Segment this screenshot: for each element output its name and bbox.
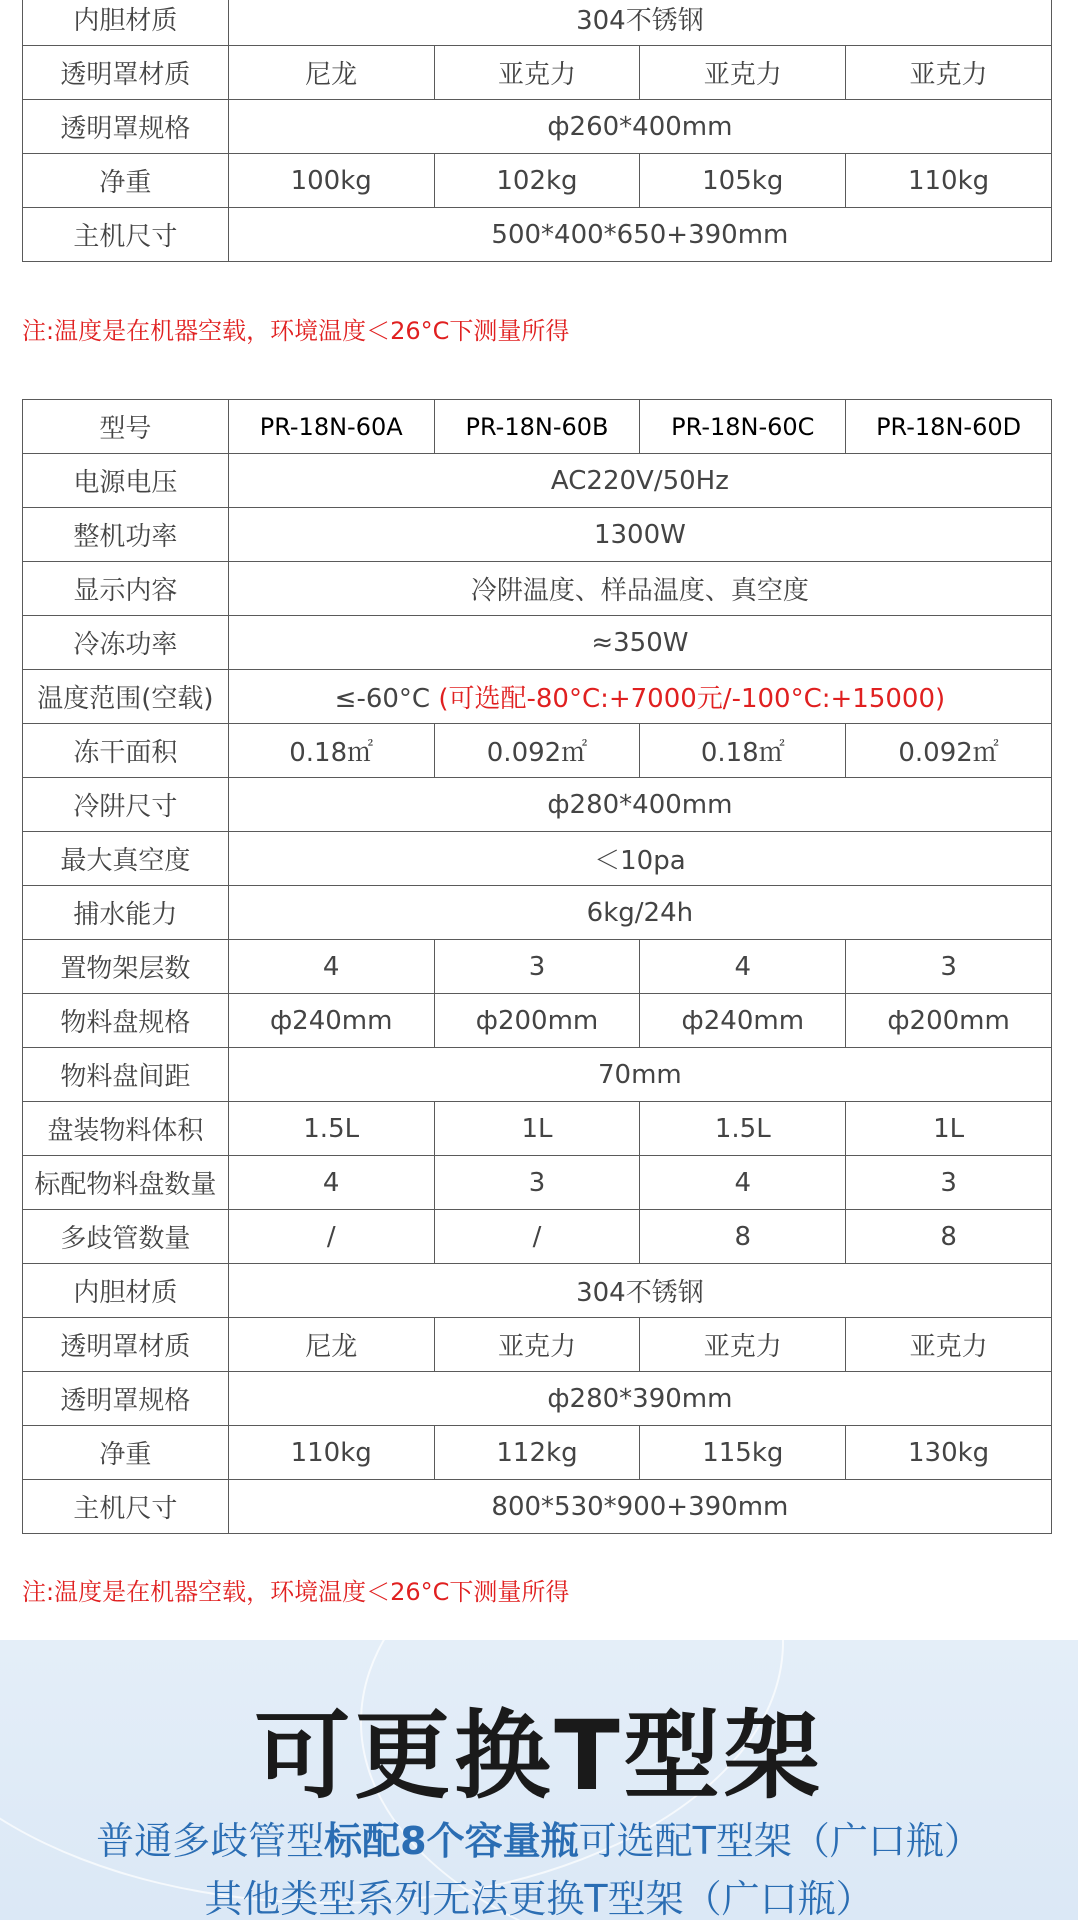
value-cell: 3 — [434, 940, 640, 994]
value-cell: 130kg — [846, 1426, 1052, 1480]
row-label: 冷阱尺寸 — [23, 778, 229, 832]
row-label: 标配物料盘数量 — [23, 1156, 229, 1210]
value-cell: 110kg — [228, 1426, 434, 1480]
value-cell: 102kg — [434, 154, 640, 208]
value-cell: ф200mm — [846, 994, 1052, 1048]
table-row — [23, 670, 1052, 724]
table-row — [23, 994, 1052, 1048]
merged-value: 冷阱温度、样品温度、真空度 — [470, 576, 809, 606]
table-row — [23, 778, 1052, 832]
value-cell: 8 — [640, 1210, 846, 1264]
row-label: 盘装物料体积 — [23, 1102, 229, 1156]
spec-table-upper — [22, 0, 1052, 262]
table-row — [23, 886, 1052, 940]
row-label: 最大真空度 — [23, 832, 229, 886]
value-cell: ф240mm — [228, 994, 434, 1048]
row-label: 冷冻功率 — [23, 616, 229, 670]
merged-cell — [228, 832, 1051, 886]
merged-cell — [228, 616, 1051, 670]
merged-value: ≤-60°C — [334, 684, 431, 714]
merged-cell — [228, 886, 1051, 940]
option-note: (可选配-80°C:+7000元/-100°C:+15000) — [438, 684, 946, 714]
merged-cell — [228, 0, 1051, 46]
value-cell: 115kg — [640, 1426, 846, 1480]
value-cell: 1L — [434, 1102, 640, 1156]
merged-cell — [228, 562, 1051, 616]
value-cell: 0.092㎡ — [846, 724, 1052, 778]
row-label: 冻干面积 — [23, 724, 229, 778]
merged-value: 304不锈钢 — [576, 6, 704, 36]
value-cell: 112kg — [434, 1426, 640, 1480]
row-label: 透明罩材质 — [23, 46, 229, 100]
temperature-note-upper: 注:温度是在机器空载，环境温度＜26°C下测量所得 — [22, 317, 570, 345]
merged-cell — [228, 1264, 1051, 1318]
value-cell: 尼龙 — [228, 46, 434, 100]
merged-value: ф260*400mm — [547, 111, 733, 142]
model-b: PR-18N-60B — [434, 400, 640, 454]
row-label: 显示内容 — [23, 562, 229, 616]
table-row — [23, 940, 1052, 994]
table-header-row — [23, 400, 1052, 454]
value-cell: 3 — [846, 940, 1052, 994]
merged-cell — [228, 670, 1051, 724]
value-cell: 3 — [434, 1156, 640, 1210]
merged-value: 1300W — [593, 519, 686, 550]
t-rack-banner — [0, 1640, 1078, 1920]
table-row — [23, 1102, 1052, 1156]
table-row — [23, 1048, 1052, 1102]
merged-cell — [228, 508, 1051, 562]
merged-value: 6kg/24h — [586, 897, 694, 928]
row-label: 置物架层数 — [23, 940, 229, 994]
value-cell: 亚克力 — [434, 46, 640, 100]
table-row — [23, 46, 1052, 100]
row-label: 透明罩材质 — [23, 1318, 229, 1372]
table-row — [23, 1156, 1052, 1210]
row-label: 内胆材质 — [23, 1264, 229, 1318]
row-label: 物料盘规格 — [23, 994, 229, 1048]
row-label: 净重 — [23, 154, 229, 208]
merged-value: 70mm — [598, 1059, 682, 1090]
merged-cell — [228, 208, 1051, 262]
table-row — [23, 1264, 1052, 1318]
merged-cell — [228, 100, 1051, 154]
spec-table-pr18n-body — [23, 400, 1052, 1534]
value-cell: ф200mm — [434, 994, 640, 1048]
merged-value: ＜10pa — [594, 846, 686, 876]
table-row — [23, 562, 1052, 616]
value-cell: 0.092㎡ — [434, 724, 640, 778]
value-cell: 亚克力 — [640, 1318, 846, 1372]
row-label: 透明罩规格 — [23, 100, 229, 154]
value-cell: 1.5L — [228, 1102, 434, 1156]
value-cell: 0.18㎡ — [228, 724, 434, 778]
banner-line-1 — [0, 1810, 1078, 1865]
merged-value: ≈350W — [591, 627, 689, 658]
table-row — [23, 208, 1052, 262]
table-row — [23, 154, 1052, 208]
table-row — [23, 508, 1052, 562]
row-label: 净重 — [23, 1426, 229, 1480]
value-cell: 4 — [228, 1156, 434, 1210]
merged-value: 500*400*650+390mm — [491, 219, 789, 250]
value-cell: 亚克力 — [846, 46, 1052, 100]
merged-value: 800*530*900+390mm — [491, 1491, 789, 1522]
header-label: 型号 — [23, 400, 229, 454]
merged-cell — [228, 778, 1051, 832]
table-row — [23, 724, 1052, 778]
table-row — [23, 1372, 1052, 1426]
model-d: PR-18N-60D — [846, 400, 1052, 454]
merged-value: ф280*390mm — [547, 1383, 733, 1414]
row-label: 多歧管数量 — [23, 1210, 229, 1264]
table-row — [23, 832, 1052, 886]
row-label: 内胆材质 — [23, 0, 229, 46]
merged-cell — [228, 1048, 1051, 1102]
row-label: 物料盘间距 — [23, 1048, 229, 1102]
value-cell: 105kg — [640, 154, 846, 208]
value-cell: 4 — [640, 1156, 846, 1210]
row-label: 主机尺寸 — [23, 208, 229, 262]
value-cell: 亚克力 — [434, 1318, 640, 1372]
table-row — [23, 1426, 1052, 1480]
row-label: 透明罩规格 — [23, 1372, 229, 1426]
banner-line-1-part-c: 可选配T型架（广口瓶） — [578, 1819, 982, 1863]
temperature-note-lower: 注:温度是在机器空载，环境温度＜26°C下测量所得 — [22, 1578, 570, 1606]
merged-value: AC220V/50Hz — [550, 465, 729, 496]
merged-value: ф280*400mm — [547, 789, 733, 820]
row-label: 捕水能力 — [23, 886, 229, 940]
merged-cell — [228, 454, 1051, 508]
value-cell: 亚克力 — [846, 1318, 1052, 1372]
value-cell: 1L — [846, 1102, 1052, 1156]
model-a: PR-18N-60A — [228, 400, 434, 454]
value-cell: / — [434, 1210, 640, 1264]
spec-table-pr18n — [22, 399, 1052, 1534]
value-cell: 1.5L — [640, 1102, 846, 1156]
value-cell: 3 — [846, 1156, 1052, 1210]
value-cell: 0.18㎡ — [640, 724, 846, 778]
value-cell: 4 — [640, 940, 846, 994]
value-cell: ф240mm — [640, 994, 846, 1048]
table-row — [23, 100, 1052, 154]
model-c: PR-18N-60C — [640, 400, 846, 454]
merged-value: 304不锈钢 — [576, 1278, 704, 1308]
banner-line-1-part-a: 普通多歧管型 — [96, 1819, 325, 1863]
value-cell: 110kg — [846, 154, 1052, 208]
value-cell: 尼龙 — [228, 1318, 434, 1372]
row-label: 整机功率 — [23, 508, 229, 562]
row-label: 主机尺寸 — [23, 1480, 229, 1534]
row-label: 温度范围(空载) — [23, 670, 229, 724]
banner-title: 可更换T型架 — [254, 1700, 824, 1812]
value-cell: 亚克力 — [640, 46, 846, 100]
table-row — [23, 1480, 1052, 1534]
value-cell: 4 — [228, 940, 434, 994]
table-row — [23, 1210, 1052, 1264]
table-row — [23, 616, 1052, 670]
value-cell: / — [228, 1210, 434, 1264]
table-row — [23, 0, 1052, 46]
merged-cell — [228, 1372, 1051, 1426]
table-row — [23, 454, 1052, 508]
row-label: 电源电压 — [23, 454, 229, 508]
table-row — [23, 1318, 1052, 1372]
banner-line-1-highlight: 标配8个容量瓶 — [324, 1819, 579, 1863]
spec-table-upper-body — [23, 0, 1052, 262]
value-cell: 8 — [846, 1210, 1052, 1264]
merged-cell — [228, 1480, 1051, 1534]
value-cell: 100kg — [228, 154, 434, 208]
banner-line-2: 其他类型系列无法更换T型架（广口瓶） — [204, 1877, 874, 1920]
